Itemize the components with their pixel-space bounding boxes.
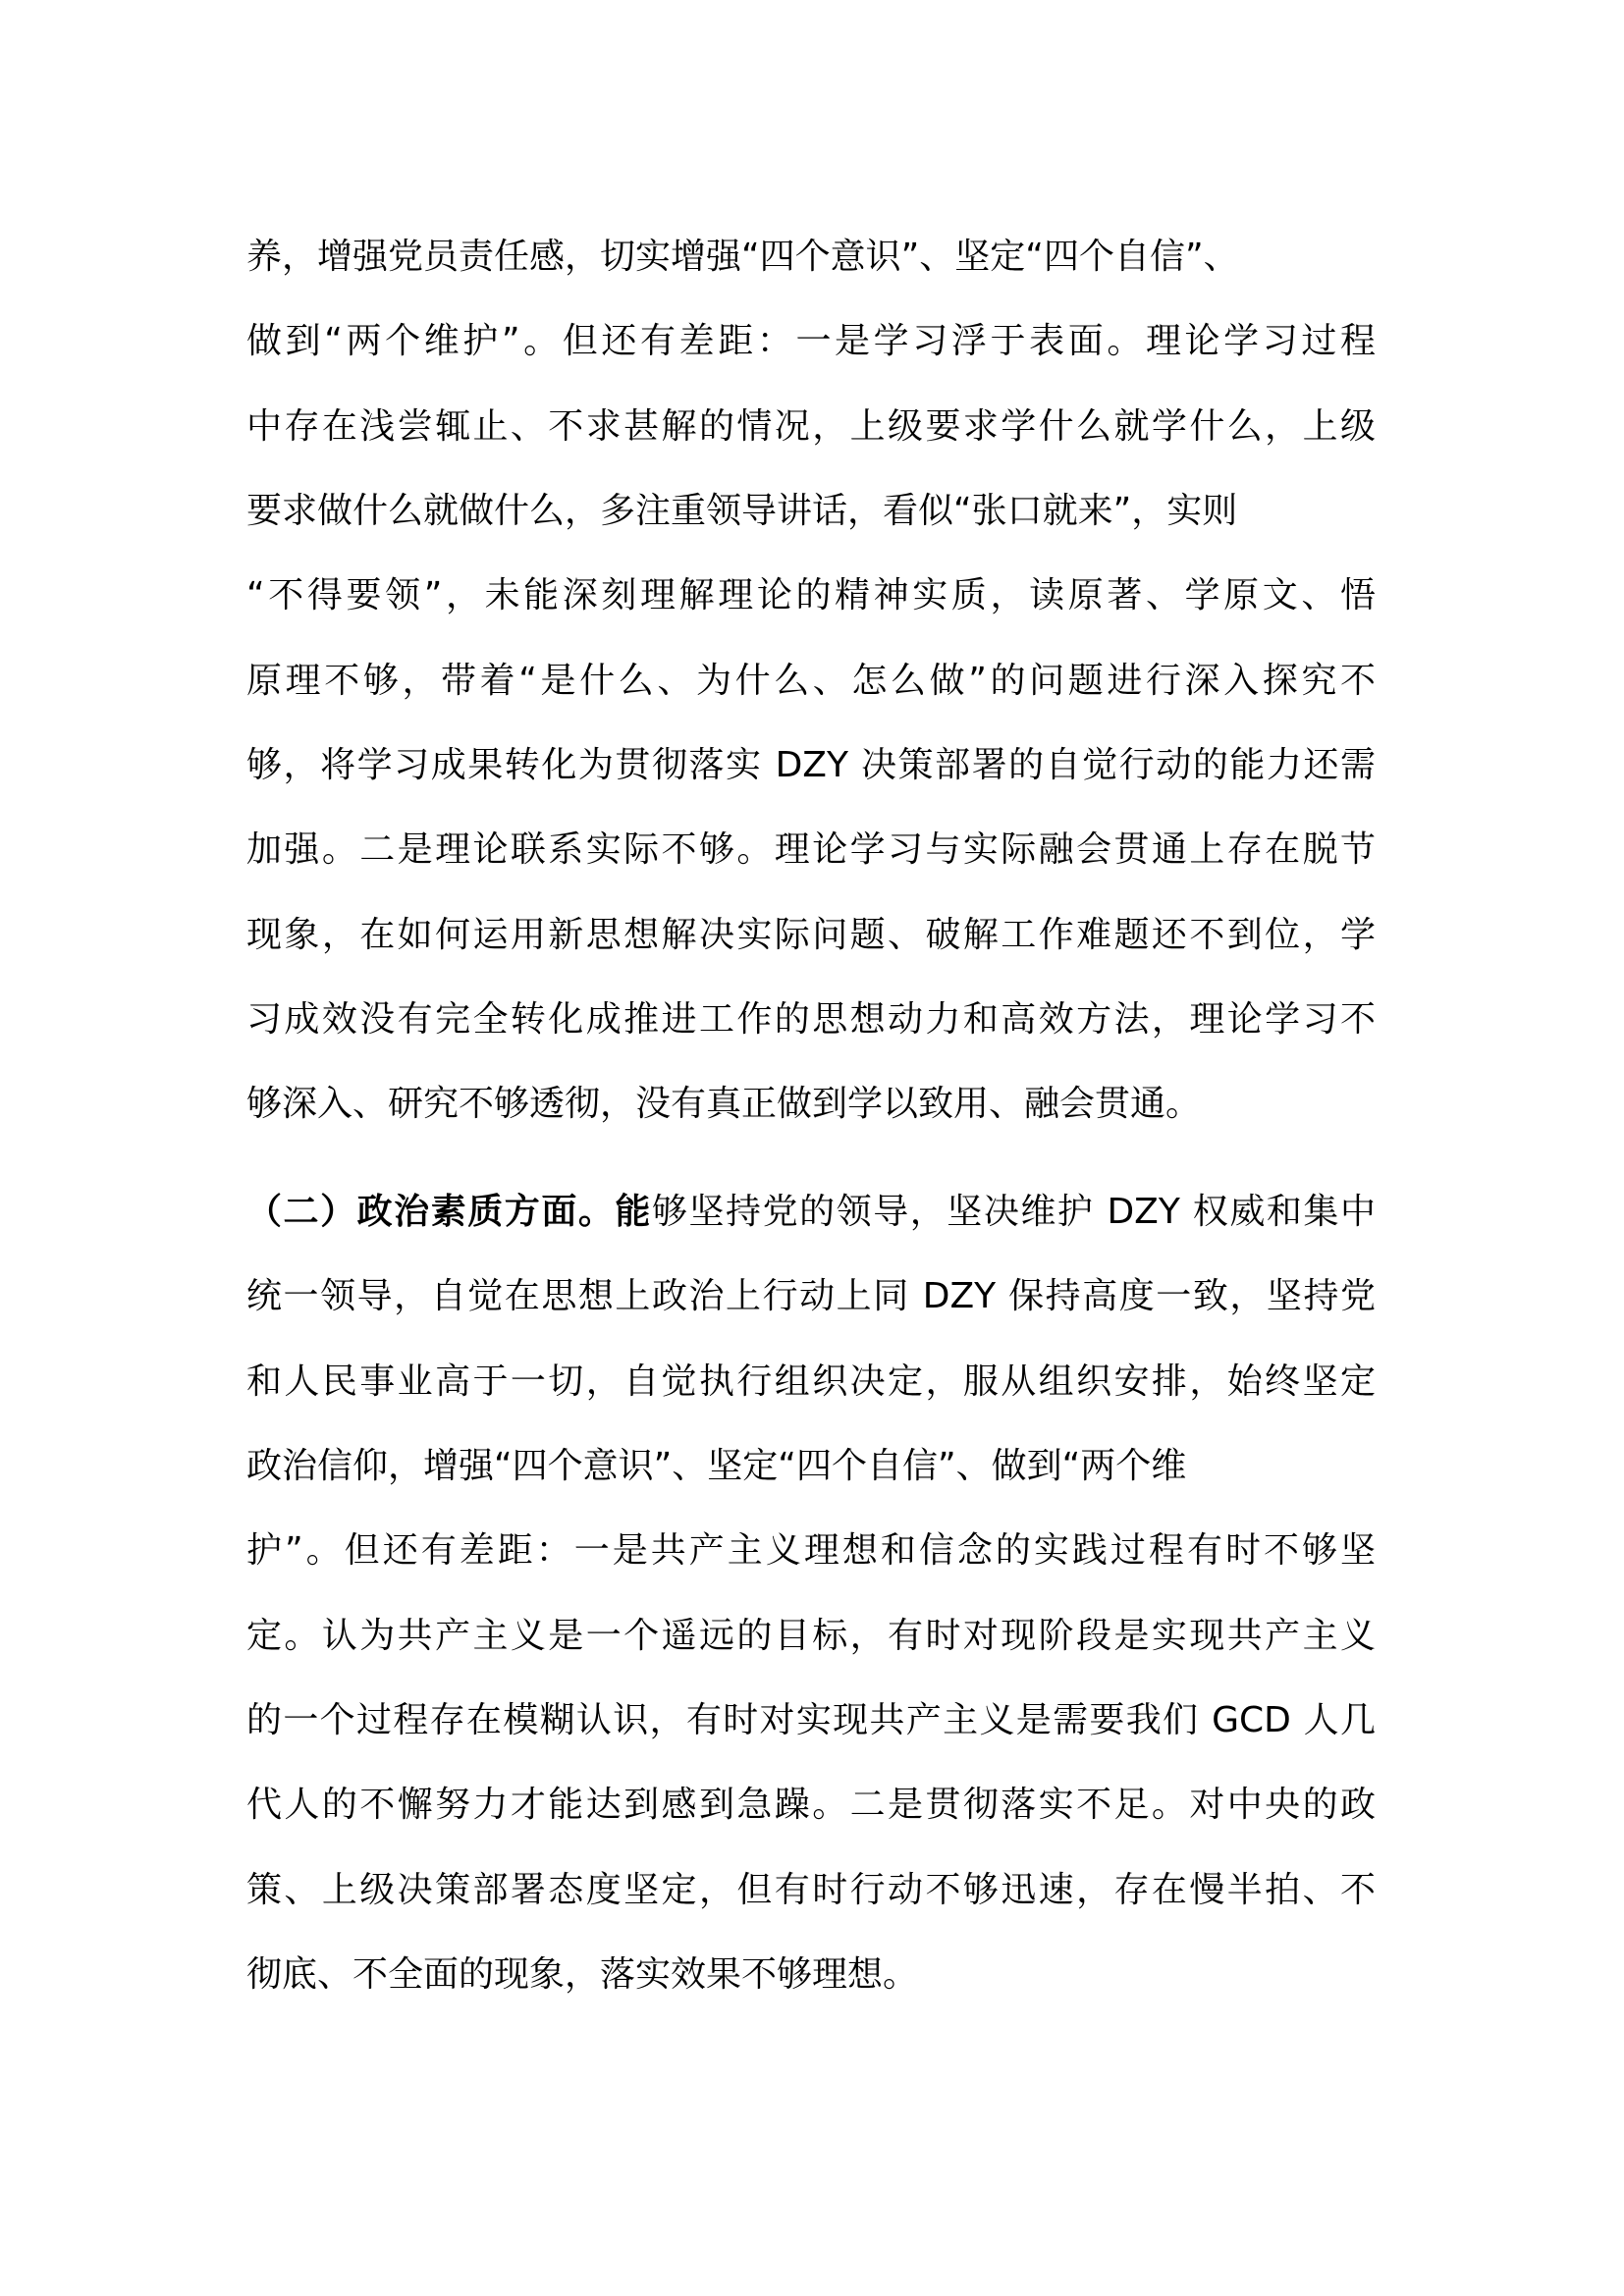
text-line: 要求做什么就做什么，多注重领导讲话，看似“张口就来”，实则 (246, 491, 1238, 531)
text-line: 现象，在如何运用新思想解决实际问题、破解工作难题还不到位，学 (246, 915, 1376, 955)
text-line: 做到“两个维护”。但还有差距：一是学习浮于表面。理论学习过程 (246, 321, 1376, 361)
text-line: 原理不够，带着“是什么、为什么、怎么做”的问题进行深入探究不 (246, 661, 1376, 701)
text-line: 代人的不懈努力才能达到感到急躁。二是贯彻落实不足。对中央的政 (246, 1785, 1376, 1825)
text-line: 和人民事业高于一切，自觉执行组织决定，服从组织安排，始终坚定 (246, 1362, 1376, 1402)
text-line: 养，增强党员责任感，切实增强“四个意识”、坚定“四个自信”、 (246, 237, 1239, 277)
text-line: 够深入、研究不够透彻，没有真正做到学以致用、融会贯通。 (246, 1084, 1202, 1124)
text-line: 加强。二是理论联系实际不够。理论学习与实际融会贯通上存在脱节 (246, 829, 1376, 870)
text-line: “不得要领”，未能深刻理解理论的精神实质，读原著、学原文、悟 (246, 575, 1376, 615)
heading-line-rest: 够坚持党的领导，坚决维护 DZY 权威和集中 (651, 1192, 1376, 1232)
text-line: 习成效没有完全转化成推进工作的思想动力和高效方法，理论学习不 (246, 999, 1376, 1040)
text-line: 彻底、不全面的现象，落实效果不够理想。 (246, 1954, 919, 1995)
text-line: 中存在浅尝辄止、不求甚解的情况，上级要求学什么就学什么，上级 (246, 406, 1376, 447)
text-line: 定。认为共产主义是一个遥远的目标，有时对现阶段是实现共产主义 (246, 1616, 1376, 1656)
text-line: 政治信仰，增强“四个意识”、坚定“四个自信”、做到“两个维 (246, 1446, 1187, 1486)
section-heading: （二）政治素质方面。 (246, 1192, 616, 1232)
text-line: 护”。但还有差距：一是共产主义理想和信念的实践过程有时不够坚 (246, 1530, 1376, 1571)
heading-bold-char: 能 (615, 1192, 652, 1232)
text-line: 够，将学习成果转化为贯彻落实 DZY 决策部署的自觉行动的能力还需 (246, 745, 1376, 785)
text-line: 统一领导，自觉在思想上政治上行动上同 DZY 保持高度一致，坚持党 (246, 1276, 1376, 1316)
text-line: 的一个过程存在模糊认识，有时对实现共产主义是需要我们 GCD 人几 (246, 1700, 1376, 1740)
text-line-heading (246, 1188, 1376, 1237)
text-line: 策、上级决策部署态度坚定，但有时行动不够迅速，存在慢半拍、不 (246, 1870, 1376, 1910)
